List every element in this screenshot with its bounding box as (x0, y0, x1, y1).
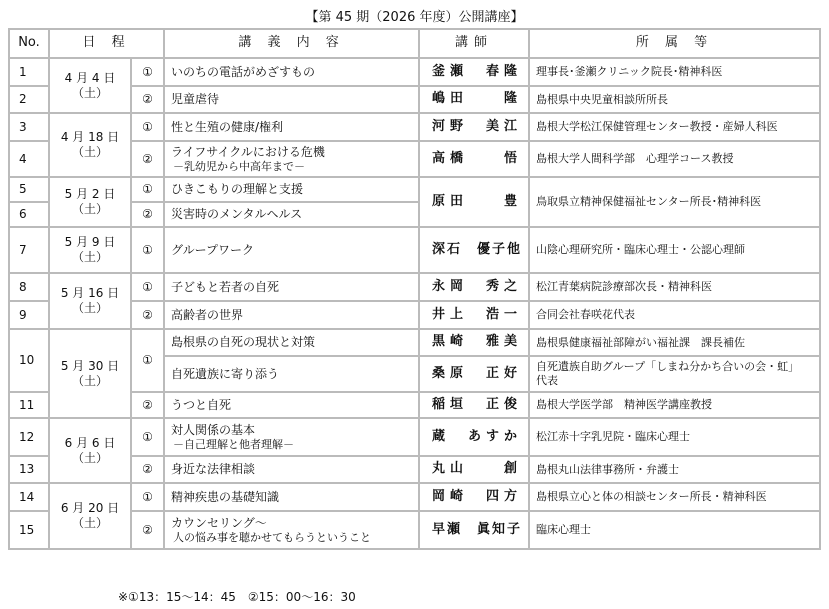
time-slot: ① (131, 177, 164, 202)
lecture-subtitle: －乳幼児から中高年まで－ (173, 159, 306, 173)
lecturer-name: 永岡 秀之 (419, 273, 529, 301)
lecture-content (164, 86, 419, 113)
session-date (49, 418, 131, 483)
table-row (9, 113, 820, 141)
lecture-content (164, 141, 419, 177)
row-number: 14 (9, 483, 49, 511)
lecturer-affiliation: 島根県中央児童相談所所長 (529, 86, 820, 113)
session-date (49, 113, 131, 177)
lecture-content (164, 301, 419, 329)
table-row (9, 511, 820, 549)
lecturer-affiliation: 島根大学松江保健管理センター教授・産婦人科医 (529, 113, 820, 141)
lecturer-affiliation: 島根丸山法律事務所・弁護士 (529, 456, 820, 483)
lecture-title: 児童虐待 (171, 92, 220, 106)
table-row (9, 418, 820, 456)
table-row (9, 141, 820, 177)
session-date (49, 483, 131, 549)
session-date (49, 329, 131, 418)
date-text: 4 月 4 日 (64, 70, 116, 85)
lecturer-name: 黒崎 雅美 (419, 329, 529, 356)
lecturer-affiliation: 自死遺族自助グループ「しまね分かち合いの会・虹」 代表 (529, 356, 820, 392)
session-date (49, 58, 131, 113)
table-row (9, 58, 820, 86)
row-number: 11 (9, 392, 49, 418)
lecturer-name: 原田 豊 (419, 177, 529, 227)
table-header (9, 29, 820, 58)
lecture-title: グループワーク (171, 242, 255, 257)
lecturer-name: 高橋 悟 (419, 141, 529, 177)
lecture-title: いのちの電話がめざすもの (171, 64, 316, 79)
session-date (49, 227, 131, 273)
lecture-content (164, 418, 419, 456)
lecture-content (164, 392, 419, 418)
lecture-title: 対人関係の基本 (171, 422, 256, 437)
table-row (9, 86, 820, 113)
time-slot: ① (131, 113, 164, 141)
weekday-text: （土） (71, 145, 108, 159)
time-slot: ① (131, 418, 164, 456)
lecture-title: 災害時のメンタルヘルス (171, 207, 303, 221)
lecture-content (164, 273, 419, 301)
lecture-content (164, 177, 419, 202)
date-text: 6 月 6 日 (64, 435, 116, 450)
table-row (9, 483, 820, 511)
lecture-title: カウンセリング～ (171, 515, 267, 530)
lecturer-affiliation: 島根県健康福祉部障がい福祉課 課長補佐 (529, 329, 820, 356)
date-text: 5 月 9 日 (64, 235, 116, 249)
lecturer-affiliation: 松江赤十字乳児院・臨床心理士 (529, 418, 820, 456)
lecture-content (164, 329, 419, 356)
row-number: 13 (9, 456, 49, 483)
row-number: 7 (9, 227, 49, 273)
lecturer-affiliation: 合同会社春咲花代表 (529, 301, 820, 329)
time-footnote: ※①13：15～14：45 ②15：00～16：30 (118, 590, 356, 604)
header-content: 講 義 内 容 (164, 29, 419, 58)
lecture-content (164, 202, 419, 227)
header-affiliation: 所 属 等 (529, 29, 820, 58)
time-slot: ① (131, 483, 164, 511)
time-slot: ② (131, 301, 164, 329)
table-row (9, 329, 820, 356)
weekday-text: （土） (71, 202, 108, 216)
time-slot: ① (131, 273, 164, 301)
lecturer-affiliation: 島根大学医学部 精神医学講座教授 (529, 392, 820, 418)
time-slot: ② (131, 392, 164, 418)
lecture-content (164, 356, 419, 392)
page-title: 【第 45 期（2026 年度）公開講座】 (305, 10, 524, 25)
row-number: 2 (9, 86, 49, 113)
lecturer-name: 丸山 創 (419, 456, 529, 483)
header-teacher: 講師 (419, 29, 529, 58)
lecture-title: ひきこもりの理解と支援 (171, 182, 304, 196)
time-slot: ① (131, 227, 164, 273)
table-row (9, 177, 820, 202)
lecture-title: 子どもと若者の自死 (171, 279, 280, 294)
weekday-text: （土） (71, 250, 108, 264)
lecture-content (164, 113, 419, 141)
lecture-subtitle: 人の悩み事を聴かせてもらうということ (173, 530, 372, 544)
table-row (9, 456, 820, 483)
weekday-text: （土） (71, 373, 108, 388)
lecturer-affiliation: 臨床心理士 (529, 511, 820, 549)
weekday-text: （土） (71, 301, 108, 315)
lecture-title: 精神疾患の基礎知識 (171, 489, 280, 504)
date-text: 4 月 18 日 (60, 130, 120, 144)
table-row (9, 273, 820, 301)
row-number: 6 (9, 202, 49, 227)
lecture-title: 自死遺族に寄り添う (171, 366, 280, 381)
row-number: 12 (9, 418, 49, 456)
time-slot: ② (131, 456, 164, 483)
session-date (49, 273, 131, 329)
lecturer-name: 嶋田 隆 (419, 86, 529, 113)
time-slot: ② (131, 202, 164, 227)
lecture-title: うつと自死 (171, 397, 232, 412)
table-row (9, 301, 820, 329)
lecturer-name: 河野 美江 (419, 113, 529, 141)
lecturer-affiliation: 松江青葉病院診療部次長・精神科医 (529, 273, 820, 301)
date-text: 5 月 30 日 (60, 358, 120, 373)
lecturer-affiliation: 理事長･釜瀬クリニック院長･精神科医 (529, 58, 820, 86)
weekday-text: （土） (71, 450, 108, 465)
date-text: 5 月 16 日 (60, 286, 120, 300)
lecture-content (164, 483, 419, 511)
table-row (9, 392, 820, 418)
time-slot: ② (131, 511, 164, 549)
lecturer-name: 蔵 あすか (419, 418, 529, 456)
row-number: 10 (9, 329, 49, 392)
row-number: 15 (9, 511, 49, 549)
lecture-title: ライフサイクルにおける危機 (171, 144, 325, 159)
lecturer-name: 稲垣 正俊 (419, 392, 529, 418)
lecture-subtitle: －自己理解と他者理解－ (173, 437, 295, 451)
lecture-content (164, 456, 419, 483)
row-number: 1 (9, 58, 49, 86)
weekday-text: （土） (71, 85, 108, 100)
row-number: 8 (9, 273, 49, 301)
lecturer-affiliation: 鳥取県立精神保健福祉センター所長･精神科医 (529, 177, 820, 227)
time-slot: ② (131, 86, 164, 113)
time-slot: ② (131, 141, 164, 177)
lecturer-name: 早瀬 眞知子 (419, 511, 529, 549)
date-text: 5 月 2 日 (64, 187, 116, 201)
weekday-text: （土） (71, 516, 108, 530)
lecture-schedule-table (8, 28, 821, 550)
lecture-content (164, 58, 419, 86)
lecture-title: 島根県の自死の現状と対策 (171, 335, 316, 349)
session-date (49, 177, 131, 227)
lecturer-affiliation: 山陰心理研究所・臨床心理士・公認心理師 (529, 227, 820, 273)
lecture-title: 高齢者の世界 (171, 307, 244, 322)
lecturer-affiliation: 島根大学人間科学部 心理学コース教授 (529, 141, 820, 177)
row-number: 3 (9, 113, 49, 141)
lecturer-name: 岡崎 四方 (419, 483, 529, 511)
lecture-title: 性と生殖の健康/権利 (171, 119, 284, 134)
lecturer-name: 深石 優子他 (419, 227, 529, 273)
time-slot: ① (131, 58, 164, 86)
lecturer-affiliation: 島根県立心と体の相談センター所長・精神科医 (529, 483, 820, 511)
lecture-content (164, 227, 419, 273)
row-number: 5 (9, 177, 49, 202)
lecturer-name: 桑原 正好 (419, 356, 529, 392)
row-number: 9 (9, 301, 49, 329)
lecturer-name: 釜瀬 春隆 (419, 58, 529, 86)
date-text: 6 月 20 日 (60, 501, 120, 515)
row-number: 4 (9, 141, 49, 177)
lecturer-name: 井上 浩一 (419, 301, 529, 329)
lecture-content (164, 511, 419, 549)
lecture-title: 身近な法律相談 (171, 462, 256, 476)
header-date: 日 程 (49, 29, 164, 58)
table-row (9, 227, 820, 273)
header-no: No. (9, 29, 49, 58)
time-slot: ① (131, 329, 164, 392)
